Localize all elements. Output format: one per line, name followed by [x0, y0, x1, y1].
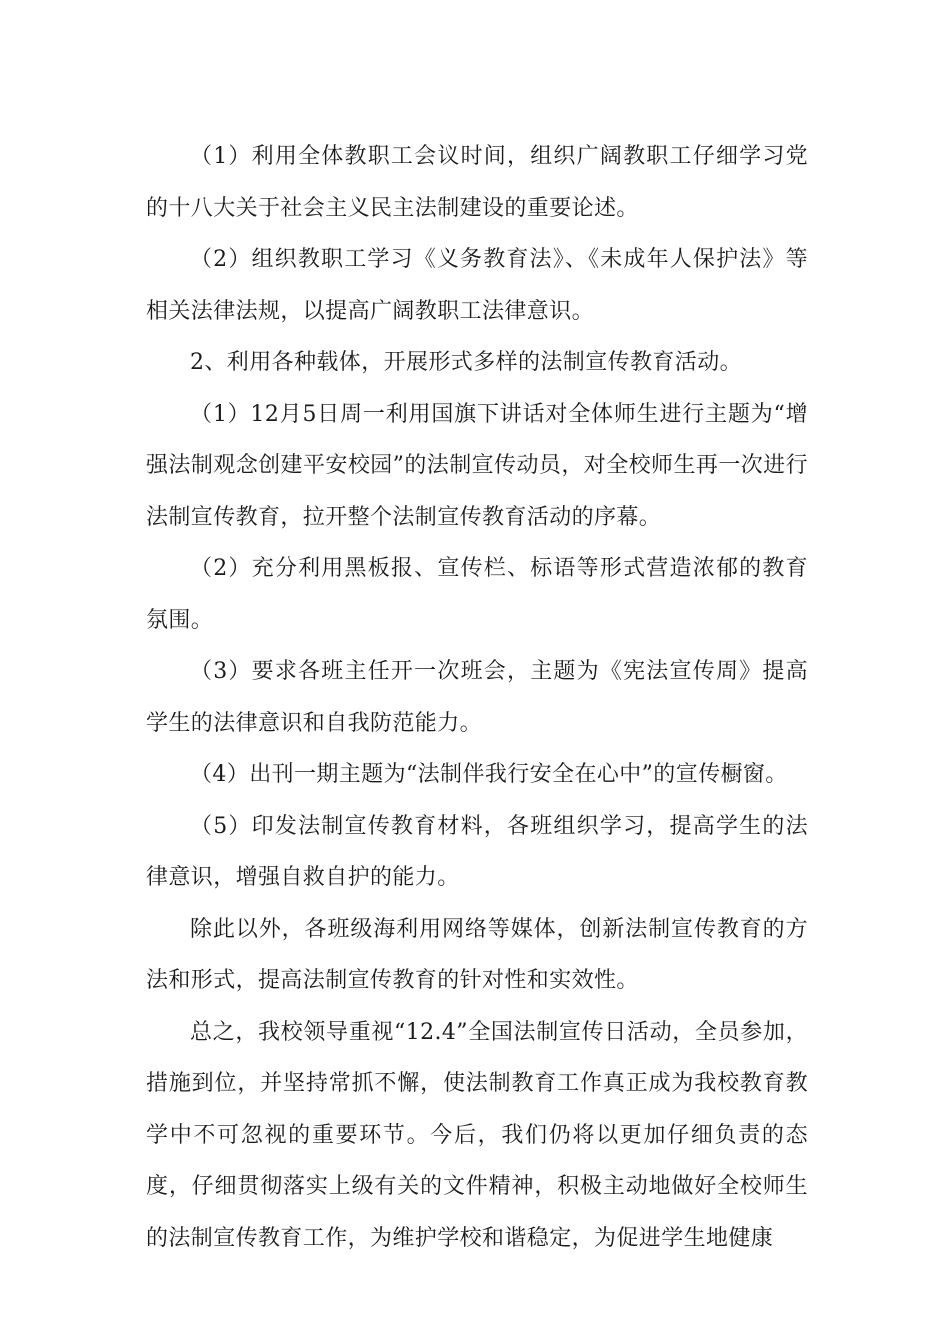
- paragraph-5: （2）充分利用黑板报、宣传栏、标语等形式营造浓郁的教育氛围。: [146, 556, 808, 633]
- document-body: [146, 131, 808, 1264]
- paragraph-3: 2、利用各种载体，开展形式多样的法制宣传教育活动。: [190, 350, 742, 375]
- paragraph-9: 除此以外，各班级海利用网络等媒体，创新法制宣传教育的方法和形式，提高法制宣传教育的针对性和实效性。: [146, 916, 808, 993]
- paragraph-2: （2）组织教职工学习《义务教育法》、《未成年人保护法》等相关法律法规，以提高广阔教职工法律意识。: [146, 247, 808, 324]
- paragraph-6: （3）要求各班主任开一次班会，主题为《宪法宣传周》提高学生的法律意识和自我防范能力。: [146, 659, 808, 736]
- paragraph-7: （4）出刊一期主题为“法制伴我行安全在心中”的宣传橱窗。: [190, 762, 788, 787]
- paragraph-1: （1）利用全体教职工会议时间，组织广阔教职工仔细学习党的十八大关于社会主义民主法制建设的重要论述。: [146, 144, 808, 221]
- paragraph-8: （5）印发法制宣传教育材料，各班组织学习，提高学生的法律意识，增强自救自护的能力。: [146, 813, 808, 890]
- paragraph-4: （1）12月5日周一利用国旗下讲话对全体师生进行主题为“增强法制观念创建平安校园”的法制宣传动员，对全校师生再一次进行法制宣传教育，拉开整个法制宣传教育活动的序幕。: [146, 401, 808, 530]
- paragraph-10: 总之，我校领导重视“12.4”全国法制宣传日活动，全员参加，措施到位，并坚持常抓不懈，使法制教育工作真正成为我校教育教学中不可忽视的重要环节。今后，我们仍将以更加仔细负责的态度，仔细贯彻落实上级有关的文件精神，积极主动地做好全校师生的法制宣传教育工作，为维护学校和谐稳定，为促进学生地健康: [146, 1019, 808, 1251]
